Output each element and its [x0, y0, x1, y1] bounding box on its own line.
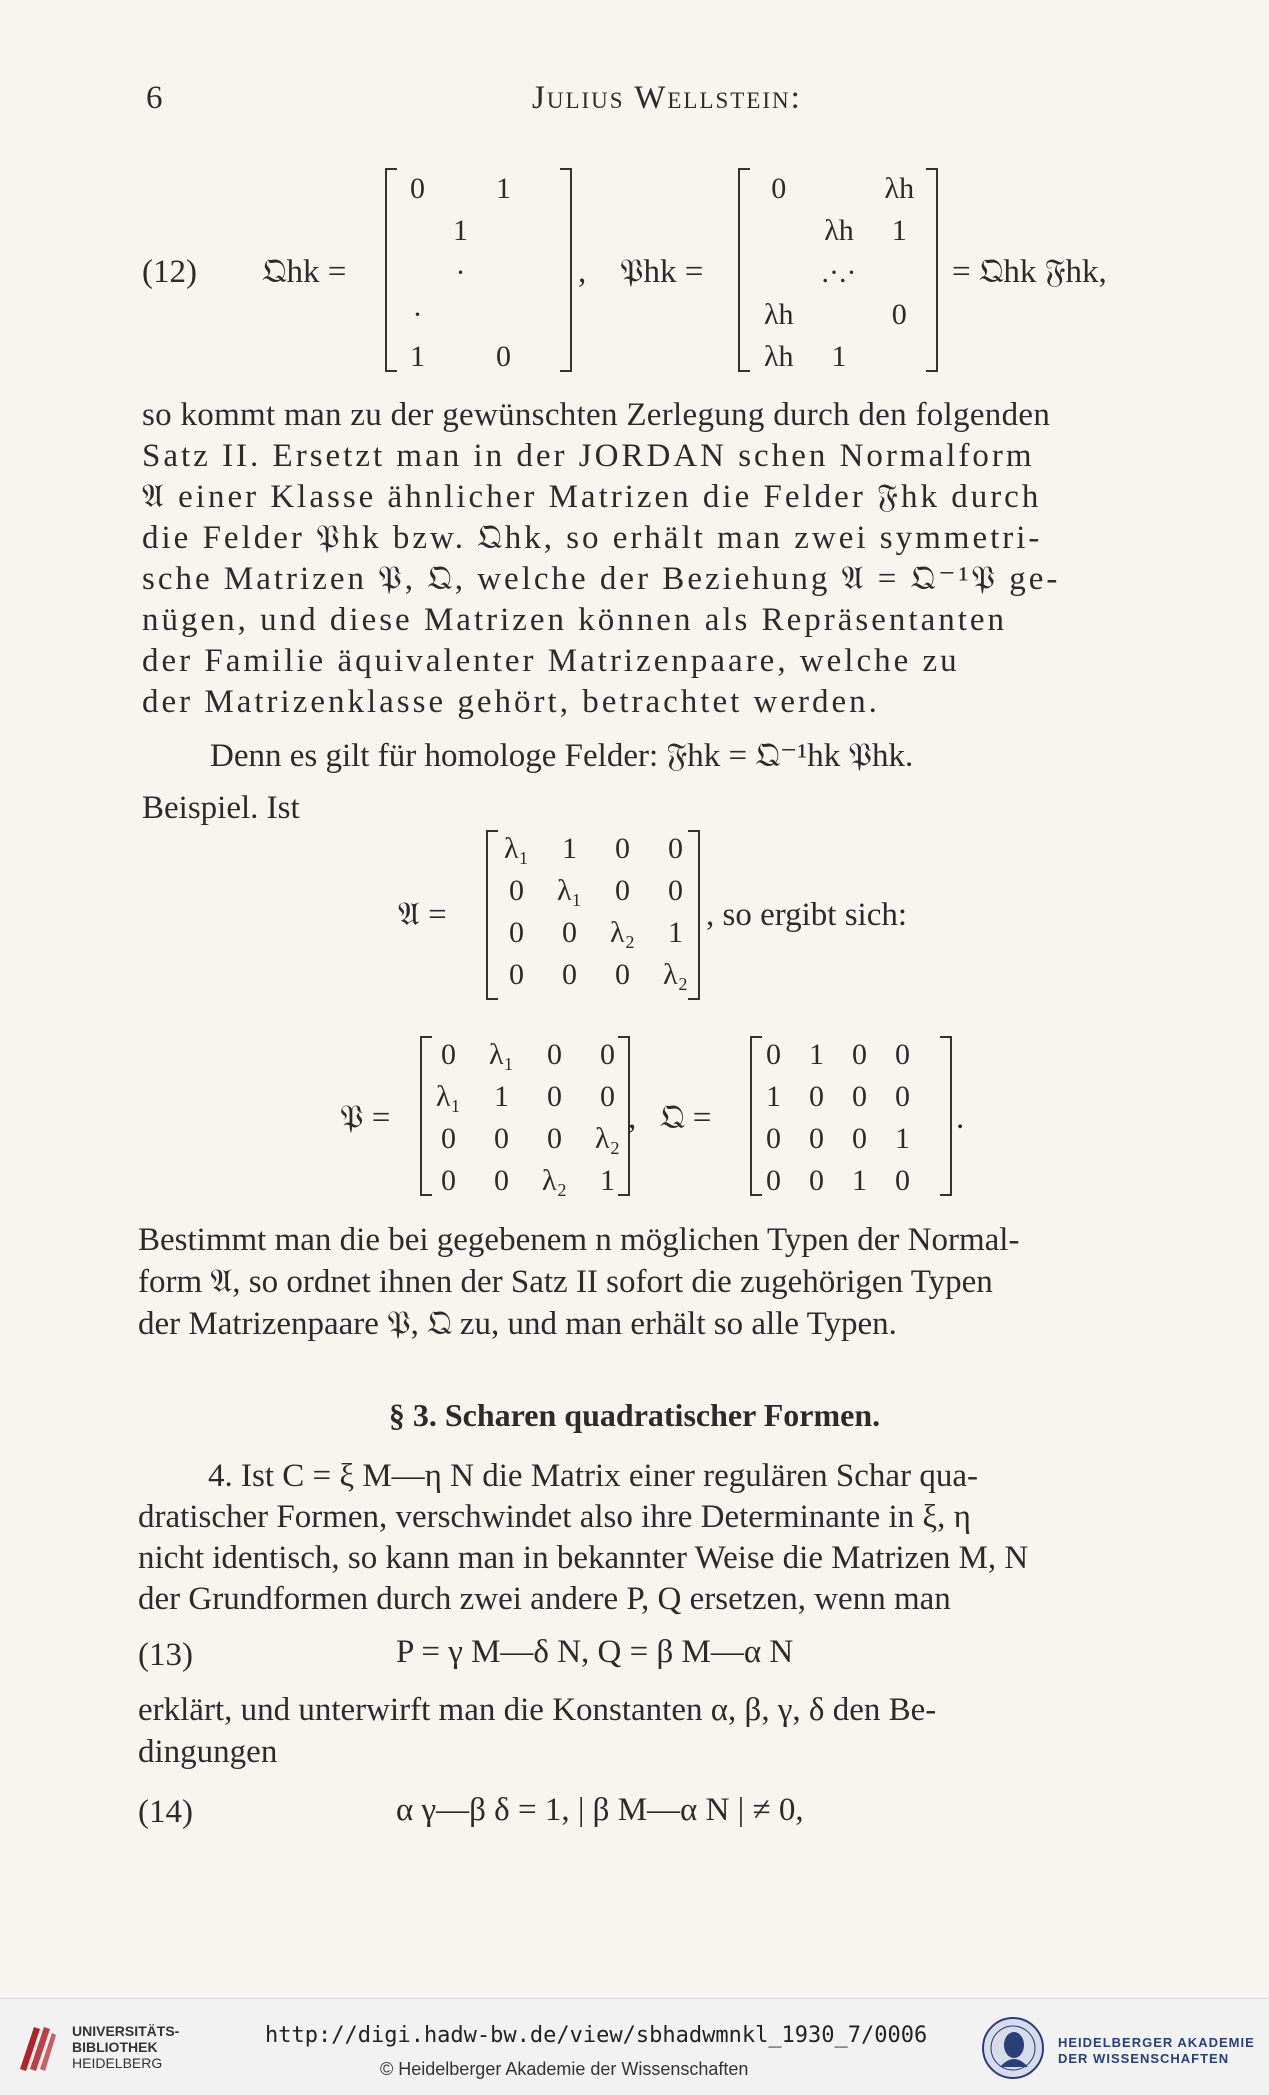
matrix-cell: λ₂	[595, 1122, 621, 1155]
eq12-separator: ,	[578, 254, 587, 290]
matrix-cell	[871, 252, 929, 294]
matrix-p	[422, 1034, 637, 1202]
matrix-cell: 0	[496, 340, 511, 373]
matrix-cell: 0	[852, 1122, 867, 1155]
page-number: 6	[146, 80, 163, 116]
matrix-cell: 0	[895, 1038, 910, 1071]
matrix-cell: 0	[809, 1164, 824, 1197]
matrix-cell: 0	[895, 1164, 910, 1197]
matrix-cell	[808, 168, 871, 210]
matrix-cell	[871, 336, 929, 378]
matrix-cell: 0	[494, 1164, 510, 1197]
eq12-q-matrix	[396, 168, 525, 378]
matrix-cell: 0	[600, 1080, 616, 1113]
matrix-cell	[482, 210, 525, 252]
matrix-cell: 0	[441, 1164, 456, 1197]
matrix-cell: 0	[766, 1038, 781, 1071]
matrix-cell: 0	[509, 874, 524, 907]
matrix-cell: 1	[852, 1164, 867, 1197]
matrix-cell: λh	[884, 172, 915, 205]
body-line: form 𝔄, so ordnet ihnen der Satz II sofort die zugehörigen Typen	[138, 1264, 993, 1300]
body-line: der Grundformen durch zwei andere P, Q ersetzen, wenn man	[138, 1581, 951, 1617]
matrix-cell: 0	[852, 1080, 867, 1113]
eq12-p-name: 𝔓hk =	[620, 254, 704, 290]
section-heading: § 3. Scharen quadratischer Formen.	[388, 1397, 881, 1433]
matrix-cell: λ₂	[610, 916, 636, 949]
body-line: dratischer Formen, verschwindet also ihre Determinante in ξ, η	[138, 1499, 971, 1535]
matrix-cell: 1	[600, 1164, 616, 1197]
body-line: erklärt, und unterwirft man die Konstanten α, β, γ, δ den Be-	[138, 1692, 937, 1728]
denn-line: Denn es gilt für homologe Felder: 𝔉hk = 𝔔⁻¹hk 𝔓hk.	[210, 738, 914, 774]
library-name-line: BIBLIOTHEK	[72, 2039, 158, 2055]
matrix-cell: λh	[824, 214, 854, 247]
copyright-text: © Heidelberger Akademie der Wissenschaften	[380, 2059, 749, 2079]
body-line: nügen, und diese Matrizen können als Repräsentanten	[142, 602, 1008, 638]
matrix-cell: 0	[547, 1080, 563, 1113]
matrix-cell: 0	[509, 958, 524, 991]
matrix-q-name: 𝔔 =	[660, 1100, 712, 1136]
beispiel-line: Beispiel. Ist	[142, 790, 300, 826]
matrix-cell: 0	[809, 1080, 824, 1113]
body-line: sche Matrizen 𝔓, 𝔔, welche der Beziehung 𝔄 = 𝔔⁻¹𝔓 ge-	[142, 561, 1061, 597]
matrix-cell: .·.·	[821, 256, 857, 289]
eq13-formula: P = γ M—δ N, Q = β M—α N	[396, 1634, 794, 1670]
eq12-tail: = 𝔔hk 𝔉hk,	[952, 254, 1107, 290]
matrix-cell	[439, 294, 482, 336]
matrix-cell: 1	[453, 214, 468, 247]
matrix-cell: 0	[615, 832, 631, 865]
matrix-cell	[439, 336, 482, 378]
matrix-q	[752, 1034, 924, 1202]
body-line: so kommt man zu der gewünschten Zerlegung durch den folgenden	[142, 397, 1051, 433]
matrix-cell: 0	[891, 298, 907, 331]
matrix-cell: 0	[441, 1038, 456, 1071]
matrix-cell: 1	[668, 916, 684, 949]
matrix-cell: 0	[562, 958, 578, 991]
source-url-link[interactable]: http://digi.hadw-bw.de/view/sbhadwmnkl_1930_7/0006	[265, 2023, 928, 2048]
body-line: 4. Ist C = ξ M—η N die Matrix einer regulären Schar qua-	[208, 1458, 978, 1494]
matrix-cell: 0	[852, 1038, 867, 1071]
matrix-cell: ·	[455, 256, 466, 289]
matrix-cell: λh	[764, 298, 794, 331]
matrix-cell: 1	[766, 1080, 781, 1113]
library-name-line: UNIVERSITÄTS-	[72, 2023, 180, 2039]
matrix-cell: 0	[668, 832, 684, 865]
body-line: der Matrizenpaare 𝔓, 𝔔 zu, und man erhält so alle Typen.	[138, 1306, 897, 1342]
matrix-p-separator: ,	[628, 1100, 637, 1136]
body-line: Bestimmt man die bei gegebenem n möglichen Typen der Normal-	[138, 1222, 1020, 1258]
eq12-p-matrix	[750, 168, 928, 378]
matrix-cell: ·	[412, 298, 423, 331]
matrix-a-name: 𝔄 =	[398, 897, 447, 933]
body-line: die Felder 𝔓hk bzw. 𝔔hk, so erhält man zwei symmetri-	[142, 520, 1043, 556]
matrix-cell	[750, 210, 808, 252]
eq14-label: (14)	[138, 1794, 193, 1830]
matrix-a	[490, 828, 702, 996]
matrix-cell: 1	[494, 1080, 510, 1113]
matrix-cell: λ₁	[504, 832, 530, 865]
matrix-cell: 0	[509, 916, 524, 949]
library-name-line: HEIDELBERG	[72, 2055, 163, 2071]
matrix-a-bracket-right	[688, 830, 700, 1000]
matrix-cell: 0	[766, 1122, 781, 1155]
eq12-p-bracket-right	[926, 168, 938, 372]
matrix-cell: 1	[410, 340, 425, 373]
matrix-cell: λ₂	[542, 1164, 568, 1197]
body-line: der Familie äquivalenter Matrizenpaare, welche zu	[142, 643, 960, 679]
academy-name	[1058, 2035, 1255, 2067]
library-name	[72, 2023, 179, 2071]
matrix-cell: 0	[668, 874, 684, 907]
matrix-cell: 0	[494, 1122, 510, 1155]
academy-seal-icon	[980, 2015, 1046, 2081]
eq12-label: (12)	[142, 254, 197, 290]
matrix-a-tail: , so ergibt sich:	[706, 897, 908, 933]
eq12-q-name: 𝔔hk =	[262, 254, 347, 290]
body-line: dingungen	[138, 1734, 278, 1770]
academy-name-line: DER WISSENSCHAFTEN	[1058, 2051, 1230, 2066]
matrix-cell: λ₂	[663, 958, 689, 991]
matrix-cell: 1	[831, 340, 847, 373]
matrix-cell: 1	[809, 1038, 824, 1071]
matrix-cell: λ₁	[436, 1080, 462, 1113]
matrix-cell: 0	[766, 1164, 781, 1197]
matrix-cell	[396, 252, 439, 294]
footer-bar	[0, 1998, 1269, 2095]
matrix-cell: 0	[410, 172, 425, 205]
matrix-cell: 0	[600, 1038, 616, 1071]
matrix-cell: 1	[891, 214, 907, 247]
matrix-cell	[808, 294, 871, 336]
matrix-cell: 0	[547, 1038, 563, 1071]
matrix-p-name: 𝔓 =	[340, 1100, 391, 1136]
matrix-cell: 0	[441, 1122, 456, 1155]
eq12-p-bracket-left	[738, 168, 750, 372]
eq12-q-bracket-right	[560, 168, 572, 372]
body-line: nicht identisch, so kann man in bekannter Weise die Matrizen M, N	[138, 1540, 1029, 1576]
matrix-cell: 0	[615, 958, 631, 991]
matrix-cell	[482, 294, 525, 336]
matrix-cell	[750, 252, 808, 294]
body-line: der Matrizenklasse gehört, betrachtet werden.	[142, 684, 880, 720]
eq13-label: (13)	[138, 1637, 193, 1673]
eq14-formula: α γ—β δ = 1, | β M—α N | ≠ 0,	[396, 1792, 804, 1828]
body-line: 𝔄 einer Klasse ähnlicher Matrizen die Felder 𝔉hk durch	[142, 479, 1042, 515]
matrix-cell: 0	[547, 1122, 563, 1155]
matrix-cell: λ₁	[489, 1038, 515, 1071]
matrix-cell: 1	[562, 832, 578, 865]
matrix-cell	[439, 168, 482, 210]
matrix-q-period: .	[956, 1100, 965, 1136]
university-library-logo	[14, 2019, 58, 2075]
matrix-q-bracket-right	[940, 1036, 952, 1196]
academy-name-line: HEIDELBERGER AKADEMIE	[1058, 2035, 1255, 2050]
matrix-cell: 0	[809, 1122, 824, 1155]
matrix-cell	[482, 252, 525, 294]
matrix-cell: 1	[895, 1122, 910, 1155]
matrix-cell: 0	[771, 172, 787, 205]
matrix-cell	[396, 210, 439, 252]
body-line: Satz II. Ersetzt man in der JORDAN schen Normalform	[142, 438, 1035, 474]
matrix-cell: 1	[496, 172, 511, 205]
matrix-cell: λ₁	[557, 874, 583, 907]
running-title: Julius Wellstein:	[532, 80, 802, 116]
matrix-cell: λh	[764, 340, 794, 373]
matrix-cell: 0	[615, 874, 631, 907]
matrix-cell: 0	[562, 916, 578, 949]
matrix-cell: 0	[895, 1080, 910, 1113]
